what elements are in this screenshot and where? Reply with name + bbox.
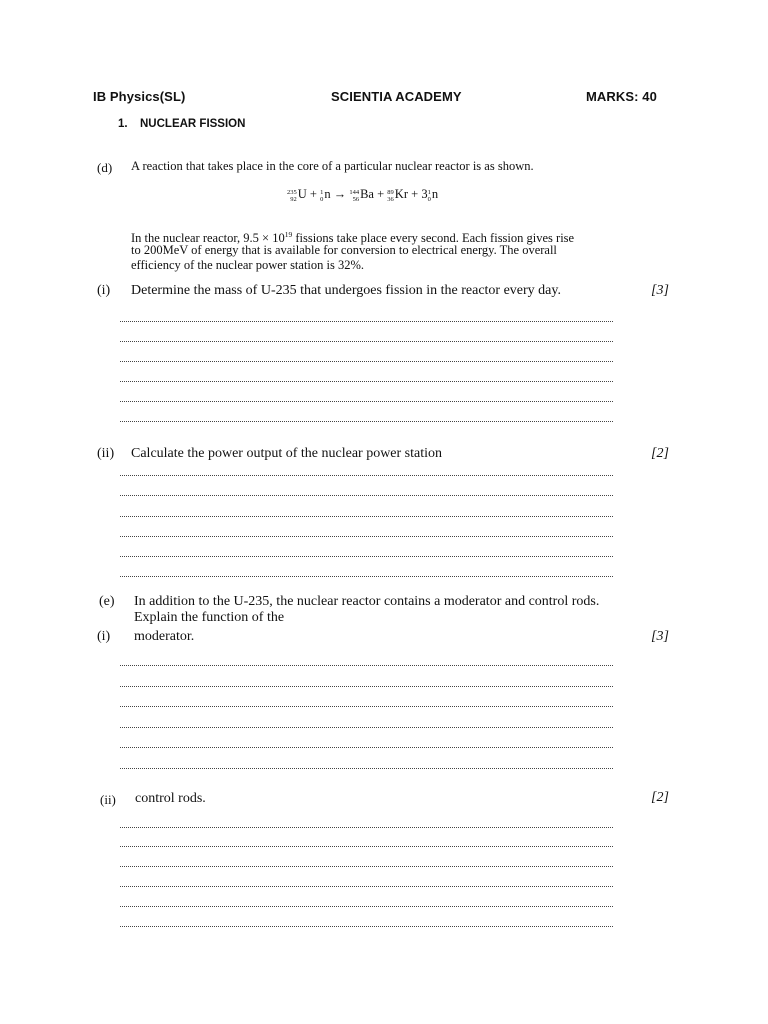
answer-line[interactable] — [120, 341, 613, 343]
section-title-text: NUCLEAR FISSION — [140, 118, 246, 130]
question-e-i-label: (i) — [97, 629, 111, 644]
ba-mass-number: 144 — [349, 189, 360, 196]
answer-line[interactable] — [120, 516, 613, 518]
n-mass-number: 1 — [320, 189, 324, 196]
answer-line[interactable] — [120, 886, 613, 888]
section-title — [118, 118, 245, 130]
part-e-line2: Explain the function of the — [134, 610, 285, 625]
answer-line[interactable] — [120, 421, 613, 423]
ba-atomic-number: 56 — [352, 196, 360, 203]
part-e-line1: In addition to the U-235, the nuclear reactor contains a moderator and control rods. — [134, 594, 600, 609]
reaction-arrow: → — [333, 187, 347, 201]
question-e-i-marks: [3] — [651, 629, 669, 644]
n2-atomic-number: 0 — [427, 196, 431, 203]
course-title: IB Physics(SL) — [93, 89, 186, 104]
answer-line[interactable] — [120, 665, 613, 667]
para-line1-a: In the nuclear reactor, 9.5 × 10 — [131, 231, 285, 245]
u-mass-number: 235 — [287, 189, 297, 196]
question-d-ii-marks: [2] — [651, 446, 669, 461]
answer-line[interactable] — [120, 768, 613, 770]
question-d-ii-label: (ii) — [97, 446, 115, 461]
fission-equation: 235 92 U + 1 0 n → 144 56 Ba + 89 36 Kr + 3 1 0 n — [287, 187, 439, 203]
answer-line[interactable] — [120, 926, 613, 928]
para-line1-b: fissions take place every second. Each fission gives rise — [292, 231, 575, 245]
answer-line[interactable] — [120, 906, 613, 908]
neutron-coefficient: 3 — [421, 187, 428, 201]
kr-symbol: Kr — [394, 187, 408, 201]
answer-line[interactable] — [120, 401, 613, 403]
section-number: 1. — [118, 118, 128, 130]
kr-mass-number: 89 — [387, 189, 394, 196]
para-line1-exponent: 19 — [284, 230, 293, 239]
answer-line[interactable] — [120, 381, 613, 383]
answer-line[interactable] — [120, 361, 613, 363]
answer-line[interactable] — [120, 576, 613, 578]
u-atomic-number: 92 — [290, 196, 297, 203]
answer-line[interactable] — [120, 536, 613, 538]
n-atomic-number: 0 — [320, 196, 324, 203]
part-d-paragraph-line2: to 200MeV of energy that is available for conversion to electrical energy. The overall — [131, 243, 557, 257]
question-d-i-text: Determine the mass of U-235 that undergoes fission in the reactor every day. — [131, 283, 561, 298]
question-e-ii-marks: [2] — [651, 790, 669, 805]
question-e-i-text: moderator. — [134, 629, 195, 644]
kr-atomic-number: 36 — [387, 196, 394, 203]
n2-mass-number: 1 — [427, 189, 431, 196]
question-d-i-marks: [3] — [651, 283, 669, 298]
u-symbol: U — [297, 187, 307, 201]
answer-line[interactable] — [120, 321, 613, 323]
school-name: SCIENTIA ACADEMY — [331, 89, 462, 104]
answer-line[interactable] — [120, 827, 613, 829]
answer-line[interactable] — [120, 706, 613, 708]
total-marks: MARKS: 40 — [586, 89, 657, 104]
n-symbol: n — [324, 187, 331, 201]
part-d-paragraph-line3: efficiency of the nuclear power station is 32%. — [131, 258, 365, 272]
answer-line[interactable] — [120, 747, 613, 749]
part-d-intro: A reaction that takes place in the core of a particular nuclear reactor is as shown. — [131, 159, 534, 173]
answer-line[interactable] — [120, 866, 613, 868]
part-d-label: (d) — [97, 160, 113, 175]
question-d-ii-text: Calculate the power output of the nuclear power station — [131, 446, 443, 461]
n2-symbol: n — [431, 187, 439, 201]
question-d-i-label: (i) — [97, 283, 111, 298]
answer-line[interactable] — [120, 727, 613, 729]
question-e-ii-text: control rods. — [135, 791, 206, 806]
answer-line[interactable] — [120, 495, 613, 497]
answer-line[interactable] — [120, 846, 613, 848]
answer-line[interactable] — [120, 686, 613, 688]
answer-line[interactable] — [120, 556, 613, 558]
ba-symbol: Ba — [360, 187, 374, 201]
part-e-label: (e) — [99, 594, 115, 609]
question-e-ii-label: (ii) — [100, 792, 116, 807]
answer-line[interactable] — [120, 475, 613, 477]
